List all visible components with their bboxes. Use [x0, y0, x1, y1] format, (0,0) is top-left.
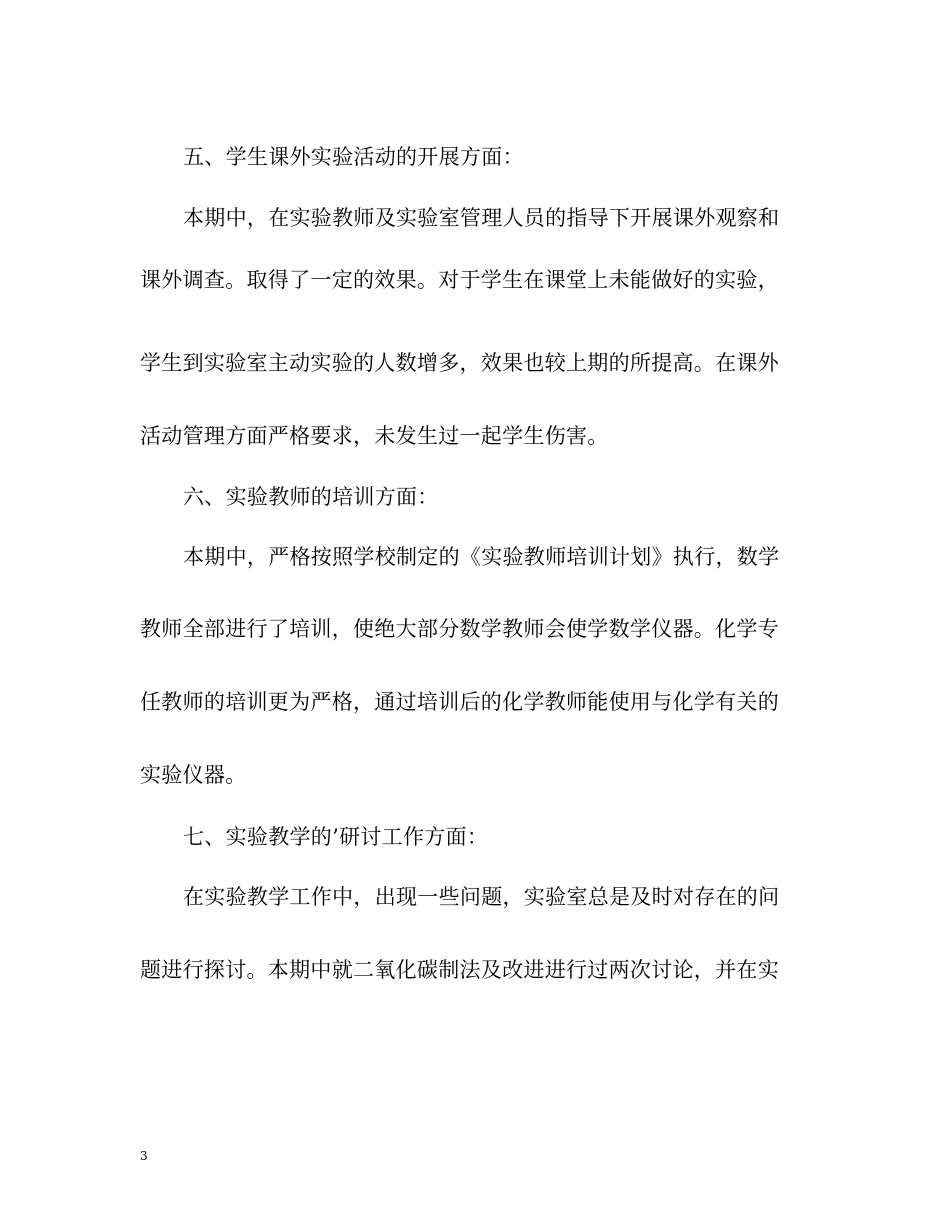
paragraph-line: 活动管理方面严格要求，未发生过一起学生伤害。 — [140, 424, 609, 448]
heading-section-6: 六、实验教师的培训方面： — [183, 485, 439, 509]
heading-section-7: 七、实验教学的’研讨工作方面： — [183, 825, 489, 849]
paragraph-line: 本期中，严格按照学校制定的《实验教师培训计划》执行，数学 — [183, 545, 780, 569]
page-number: 3 — [140, 1149, 148, 1163]
paragraph-line: 教师全部进行了培训，使绝大部分数学教师会使学数学仪器。化学专 — [140, 617, 779, 641]
paragraph-line: 实验仪器。 — [140, 763, 247, 787]
paragraph-line: 课外调查。取得了一定的效果。对于学生在课堂上未能做好的实验， — [140, 268, 779, 292]
paragraph-line: 题进行探讨。本期中就二氧化碳制法及改进进行过两次讨论，并在实 — [140, 958, 779, 982]
heading-section-5: 五、学生课外实验活动的开展方面： — [183, 145, 524, 169]
paragraph-line: 学生到实验室主动实验的人数增多，效果也较上期的所提高。在课外 — [140, 351, 779, 375]
paragraph-line: 在实验教学工作中，出现一些问题，实验室总是及时对存在的问 — [183, 885, 780, 909]
paragraph-line: 任教师的培训更为严格，通过培训后的化学教师能使用与化学有关的 — [140, 690, 779, 714]
paragraph-line: 本期中，在实验教师及实验室管理人员的指导下开展课外观察和 — [183, 206, 780, 230]
